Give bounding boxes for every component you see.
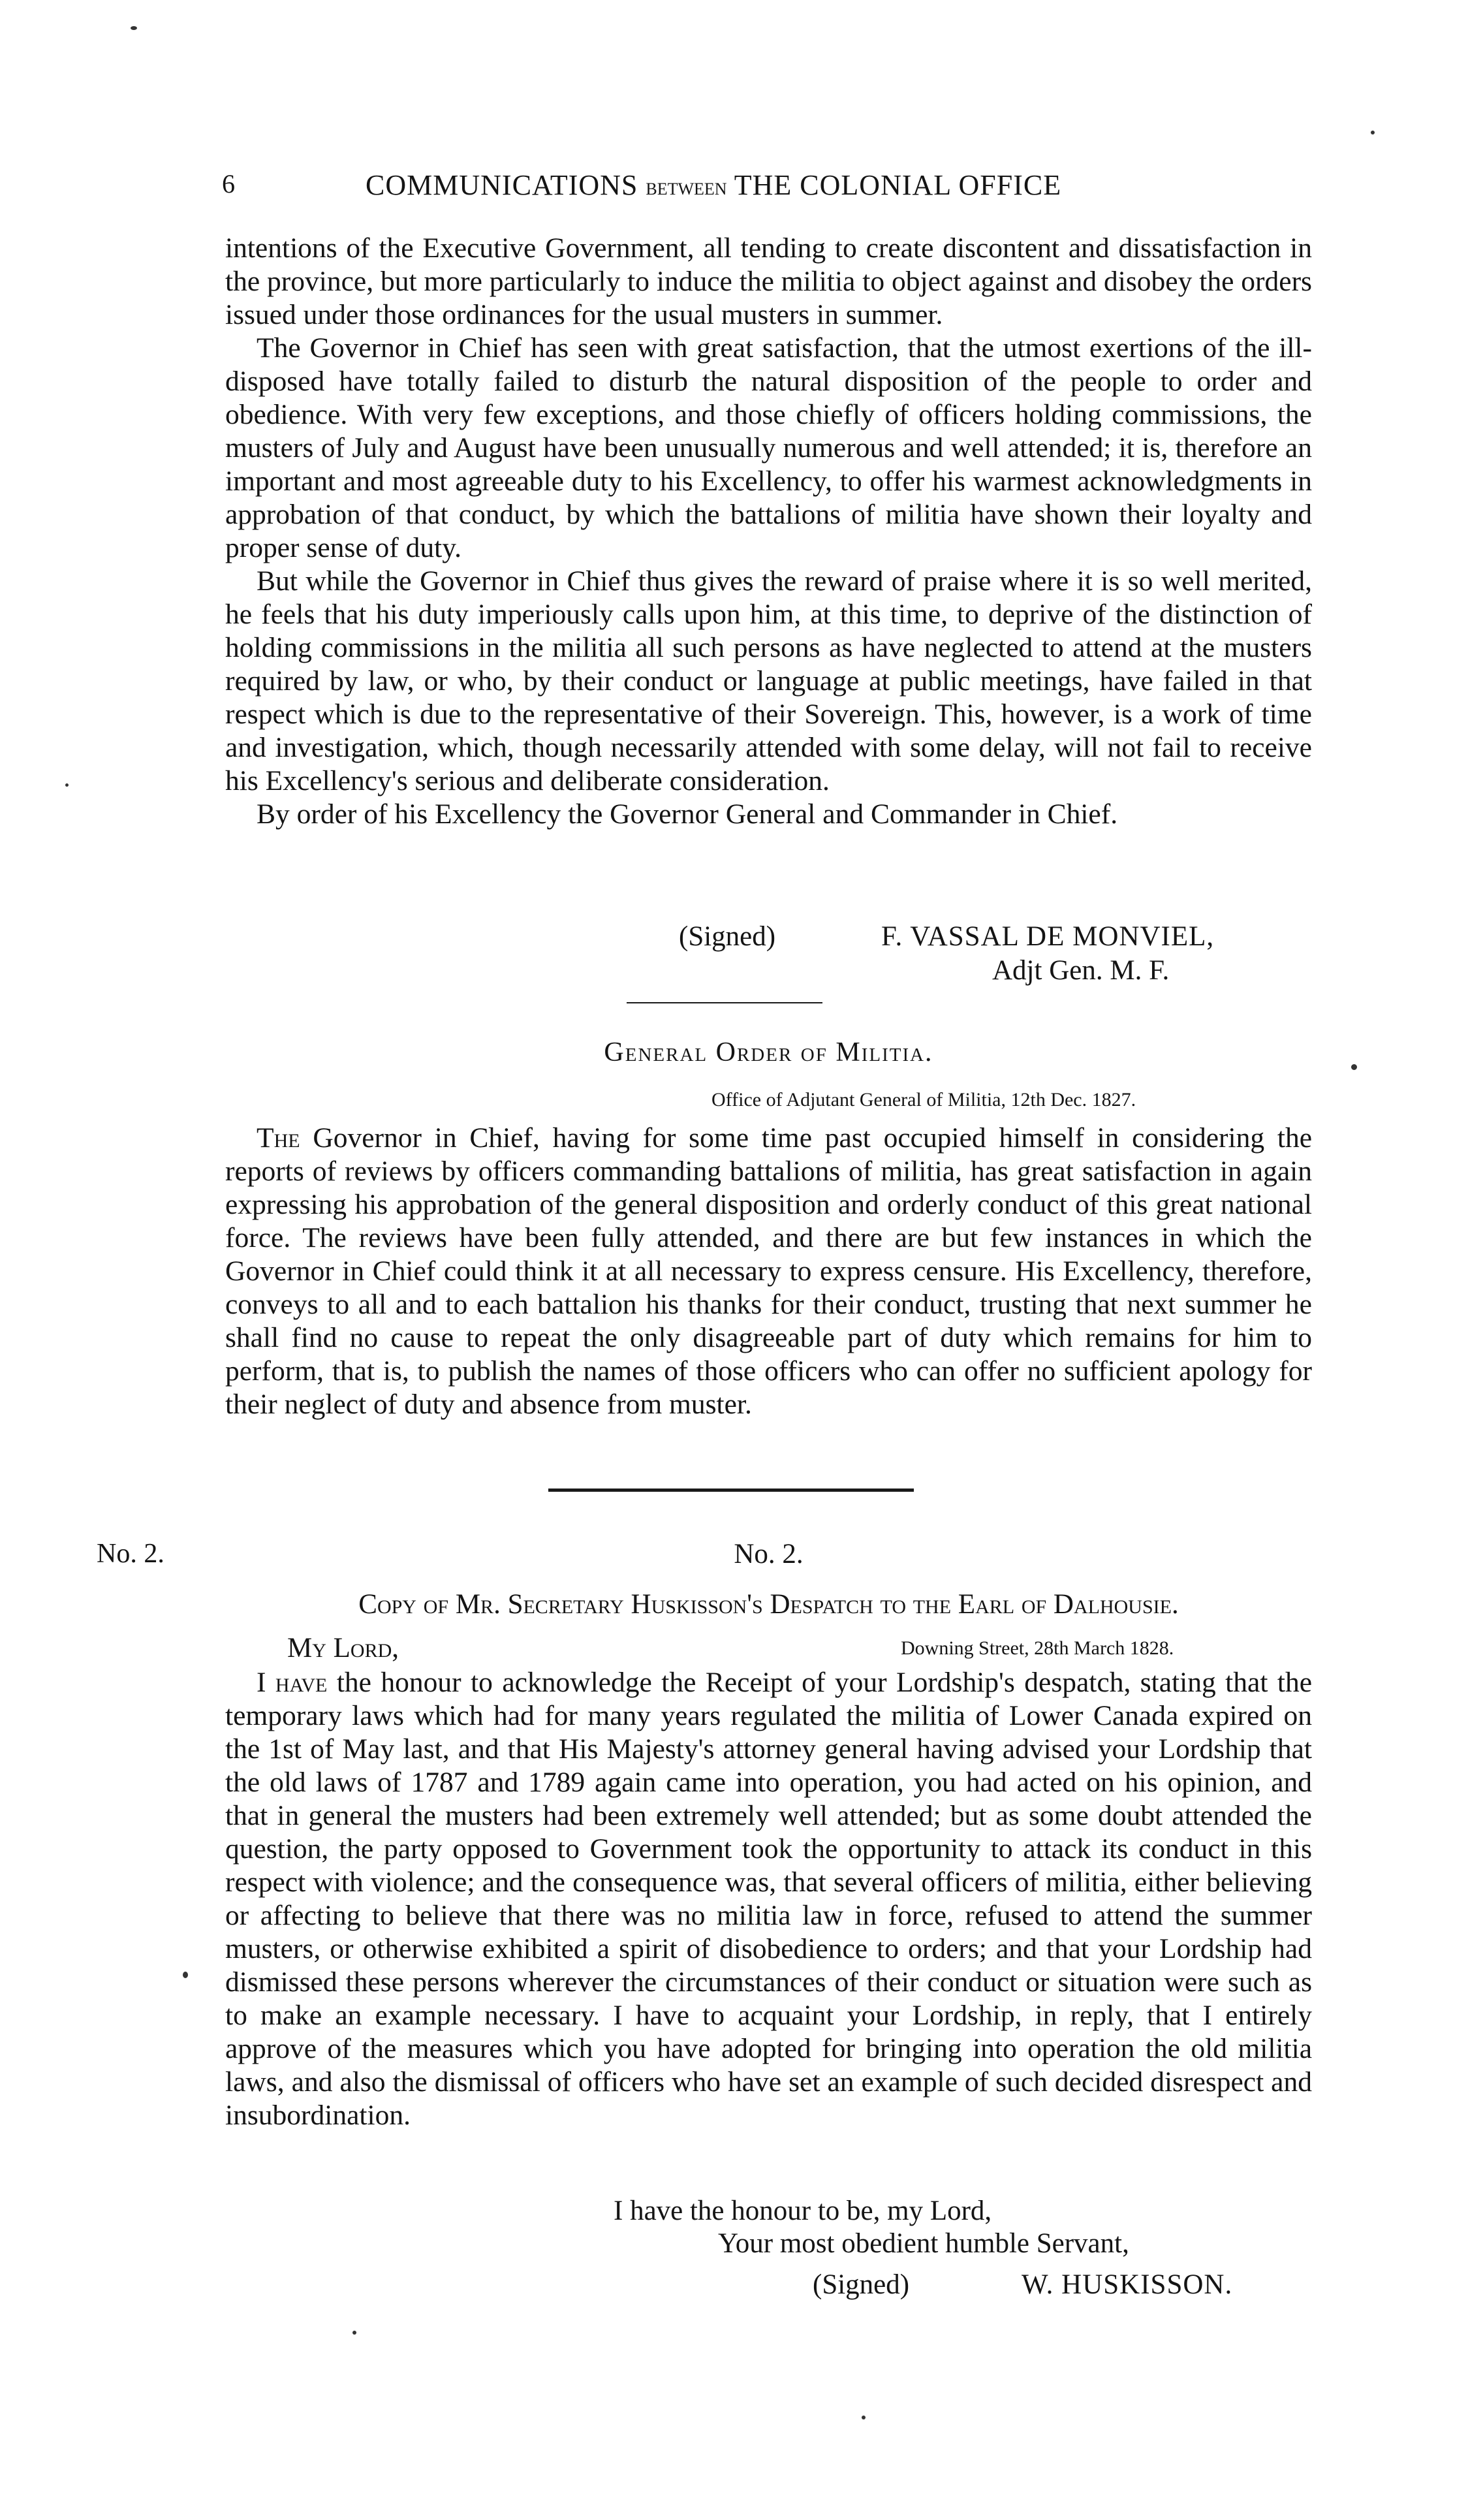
despatch-title bbox=[225, 1588, 1312, 1620]
despatch-text bbox=[225, 1666, 1312, 2132]
despatch-number: No. 2. bbox=[734, 1539, 804, 1569]
section1-paragraph-4: By order of his Excellency the Governor General and Commander in Chief. bbox=[257, 798, 1118, 830]
divider-rule-2 bbox=[548, 1488, 914, 1492]
scan-speck bbox=[131, 26, 137, 30]
scan-speck bbox=[862, 2416, 866, 2419]
general-order-body: Governor in Chief, having for some time past occupied himself in considering the reports of reviews by officers commanding battalions of militia, has great satisfaction in again expressing his approbation of the general disposition and orderly conduct of this great national force. The reviews have been fully attended, and there are but few instances in which the Governor in Chief could think it at all necessary to express censure. His Excellency, therefore, conveys to all and to each battalion his thanks for their conduct, trusting that next summer he shall find no cause to repeat the only disagreeable part of duty which remains for him to perform, that is, to publish the names of those officers who can offer no sufficient apology for their neglect of duty and absence from muster. bbox=[225, 1122, 1312, 1420]
scan-speck bbox=[352, 2331, 356, 2335]
section1-signatory: F. VASSAL DE MONVIEL, bbox=[881, 921, 1215, 952]
despatch-closing-2: Your most obedient humble Servant, bbox=[718, 2228, 1129, 2259]
despatch-title-text: Copy of Mr. Secretary Huskisson's Despatch to the Earl of Dalhousie. bbox=[358, 1589, 1179, 1620]
running-title bbox=[366, 168, 1061, 202]
scan-speck bbox=[65, 783, 69, 787]
despatch-lead-words: I have bbox=[257, 1667, 328, 1698]
page-number: 6 bbox=[222, 169, 235, 198]
despatch-signed-label: (Signed) bbox=[813, 2269, 910, 2300]
section1-paragraph-2: The Governor in Chief has seen with great satisfaction, that the utmost exertions of the ill-disposed have totally failed to disturb the natural disposition of the people to order and obedience. With very few exceptions, and those chiefly of officers holding commissions, the musters of July and August have been unusually numerous and well attended; it is, therefore an important and most agreeable duty to his Excellency, to offer his warmest acknowledgments in approbation of that conduct, by which the battalions of militia have shown their loyalty and proper sense of duty. bbox=[225, 332, 1312, 563]
margin-number: No. 2. bbox=[97, 1539, 164, 1569]
running-title-part2: THE COLONIAL OFFICE bbox=[734, 169, 1062, 201]
despatch-salutation: My Lord, bbox=[287, 1633, 399, 1663]
general-order-heading: General Order of Militia. bbox=[604, 1037, 933, 1067]
scan-speck bbox=[183, 1972, 188, 1978]
despatch-signatory: W. HUSKISSON. bbox=[1022, 2269, 1233, 2300]
general-order-text bbox=[225, 1122, 1312, 1421]
section1-paragraph-3: But while the Governor in Chief thus gives the reward of praise where it is so well merited, he feels that his duty imperiously calls upon him, at this time, to deprive of the distinction of holding commissions in the militia all such persons as have neglected to attend at the musters required by law, or who, by their conduct or language at public meetings, have failed in that respect which is due to the representative of their Sovereign. This, however, is a work of time and investigation, which, though necessarily attended with some delay, will not fail to receive his Excellency's serious and deliberate consideration. bbox=[225, 565, 1312, 796]
despatch-body: the honour to acknowledge the Receipt of your Lordship's despatch, stating that the temporary laws which had for many years regulated the militia of Lower Canada expired on the 1st of May last, and that His Majesty's attorney general having advised your Lordship that the old laws of 1787 and 1789 again came into operation, you had acted on his opinion, and that in general the musters had been extremely well attended; but as some doubt attended the question, the party opposed to Government took the opportunity to attack its conduct in this respect with violence; and the consequence was, that several officers of militia, either believing or affecting to believe that there was no militia law in force, refused to attend the summer musters, or otherwise exhibited a spirit of disobedience to orders; and that your Lordship had dismissed these persons wherever the circumstances of their conduct or situation were such as to make an example necessary. I have to acquaint your Lordship, in reply, that I entirely approve of the measures which you have adopted for bringing into operation the old militia laws, and also the dismissal of officers who have set an example of such decided disrespect and insubordination. bbox=[225, 1667, 1312, 2131]
section1-signatory-title: Adjt Gen. M. F. bbox=[992, 955, 1170, 986]
running-title-between: BETWEEN bbox=[646, 180, 727, 198]
scan-speck bbox=[1351, 1064, 1357, 1070]
section1-paragraph-1: intentions of the Executive Government, all tending to create discontent and dissatisfaction in the province, but more particularly to induce the militia to object against and disobey the orders issued under those ordinances for the usual musters in summer. bbox=[225, 232, 1312, 330]
general-order-dateline: Office of Adjutant General of Militia, 12th Dec. 1827. bbox=[711, 1089, 1136, 1110]
divider-rule-1 bbox=[627, 1002, 822, 1003]
section1-signed-label: (Signed) bbox=[679, 921, 776, 952]
despatch-dateline: Downing Street, 28th March 1828. bbox=[901, 1637, 1174, 1659]
page-header bbox=[222, 168, 1240, 208]
scan-speck bbox=[1371, 131, 1375, 134]
general-order-lead-word: The bbox=[257, 1122, 300, 1154]
running-title-part1: COMMUNICATIONS bbox=[366, 169, 638, 201]
despatch-closing-1: I have the honour to be, my Lord, bbox=[614, 2196, 992, 2226]
section1-text bbox=[225, 232, 1312, 831]
